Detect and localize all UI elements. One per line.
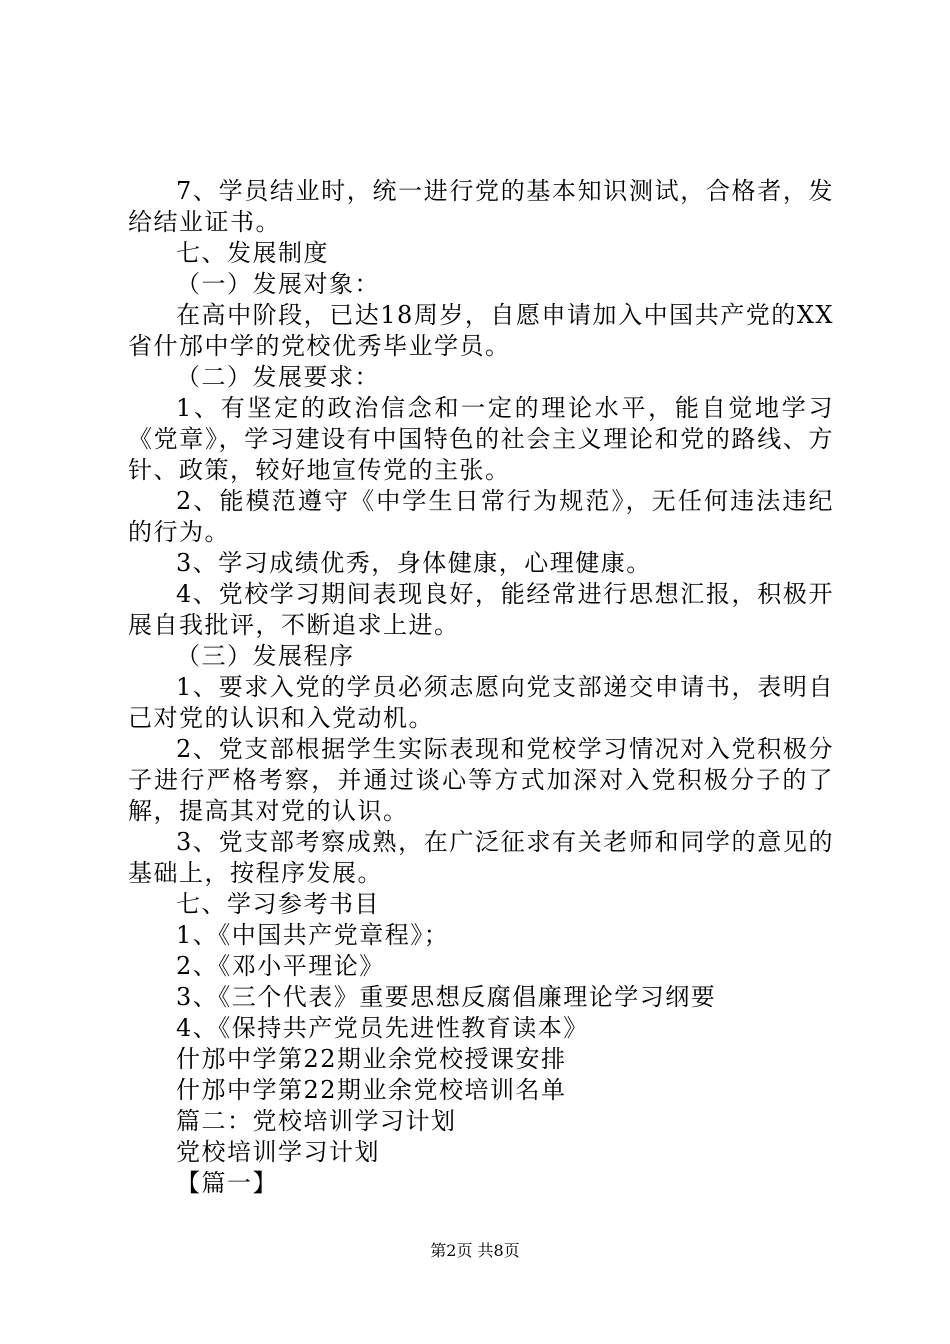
paragraph: 4、党校学习期间表现良好，能经常进行思想汇报，积极开展自我批评，不断追求上进。 bbox=[128, 580, 834, 639]
paragraph: 什邡中学第22期业余党校培训名单 bbox=[176, 1076, 567, 1104]
section-heading: 七、发展制度 bbox=[176, 239, 329, 267]
section-heading: 七、学习参考书目 bbox=[176, 890, 380, 918]
paragraph: 2、能模范遵守《中学生日常行为规范》，无任何违法违纪的行为。 bbox=[128, 487, 834, 546]
section-heading: 【篇一】 bbox=[176, 1169, 278, 1197]
document-body bbox=[128, 176, 834, 1199]
page-footer: 第2页 共8页 bbox=[430, 1241, 520, 1260]
paragraph: 2、党支部根据学生实际表现和党校学习情况对入党积极分子进行严格考察，并通过谈心等方式加深对入党积极分子的了解，提高其对党的认识。 bbox=[128, 735, 834, 825]
paragraph: 在高中阶段，已达18周岁，自愿申请加入中国共产党的XX省什邡中学的党校优秀毕业学员。 bbox=[128, 301, 834, 360]
list-item: 1、《中国共产党章程》； bbox=[176, 921, 450, 949]
list-item: 4、《保持共产党员先进性教育读本》 bbox=[176, 1014, 589, 1042]
subsection-heading: （三）发展程序 bbox=[176, 642, 355, 670]
paragraph: 3、党支部考察成熟，在广泛征求有关老师和同学的意见的基础上，按程序发展。 bbox=[128, 828, 834, 887]
subsection-heading: （二）发展要求： bbox=[176, 363, 380, 391]
list-item: 3、《三个代表》重要思想反腐倡廉理论学习纲要 bbox=[176, 983, 717, 1011]
paragraph: 3、学习成绩优秀，身体健康，心理健康。 bbox=[176, 549, 652, 577]
paragraph: 什邡中学第22期业余党校授课安排 bbox=[176, 1045, 567, 1073]
subsection-heading: （一）发展对象： bbox=[176, 270, 380, 298]
paragraph: 7、学员结业时，统一进行党的基本知识测试，合格者，发给结业证书。 bbox=[128, 177, 834, 236]
paragraph: 1、要求入党的学员必须志愿向党支部递交申请书，表明自己对党的认识和入党动机。 bbox=[128, 673, 834, 732]
paragraph: 1、有坚定的政治信念和一定的理论水平，能自觉地学习《党章》，学习建设有中国特色的社会主义理论和党的路线、方针、政策，较好地宣传党的主张。 bbox=[128, 394, 834, 484]
list-item: 2、《邓小平理论》 bbox=[176, 952, 385, 980]
section-heading: 党校培训学习计划 bbox=[176, 1138, 380, 1166]
section-heading: 篇二：党校培训学习计划 bbox=[176, 1107, 457, 1135]
